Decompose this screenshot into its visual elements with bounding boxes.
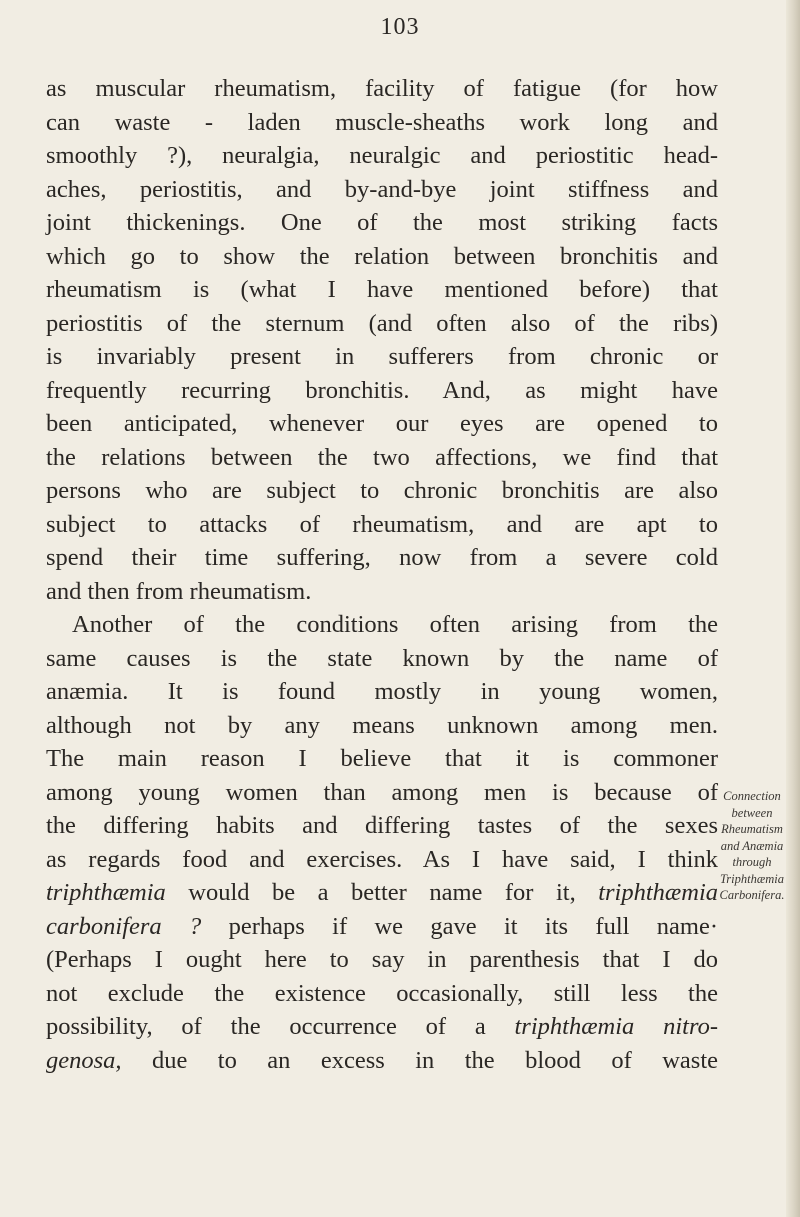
text-line: persons who are subject to chronic bronchitis are also	[46, 477, 718, 504]
text-line-nitrogenosa	[46, 1010, 718, 1044]
text-run: would be a better name for it,	[165, 879, 599, 906]
text-line: smoothly ?), neuralgia, neuralgic and periostitic head-	[46, 142, 718, 169]
margin-note-line: Carbonifera.	[719, 888, 785, 902]
italic-term: genosa,	[46, 1046, 122, 1074]
text-line: periostitis of the sternum (and often also of the ribs)	[46, 309, 718, 337]
text-line: as muscular rheumatism, facility of fatigue (for how	[46, 75, 718, 102]
text-line: subject to attacks of rheumatism, and are apt to	[46, 510, 718, 538]
margin-note	[706, 788, 798, 904]
margin-note-line: through	[732, 855, 772, 869]
text-line: aches, periostitis, and by-and-bye joint stiffness and	[46, 175, 718, 203]
text-run: due to an excess in the blood of waste	[121, 1046, 718, 1074]
text-line: the relations between the two affections, we find that	[46, 443, 718, 471]
margin-note-line: Triphthæmia	[720, 871, 784, 886]
paragraph-end-line: and then from rheumatism.	[46, 577, 312, 605]
margin-note-line: Connection	[723, 789, 781, 803]
text-line: (Perhaps I ought here to say in parenthesis that I do	[46, 946, 718, 973]
body-text	[46, 72, 718, 1077]
text-line: the differing habits and differing tastes of the sexes	[46, 812, 718, 839]
italic-term: triphthæmia nitro-	[514, 1013, 718, 1040]
paragraph-start-line: Another of the conditions often arising from the	[72, 611, 718, 638]
text-line: same causes is the state known by the name of	[46, 644, 718, 672]
text-line: is invariably present in sufferers from chronic or	[46, 343, 718, 370]
text-line: although not by any means unknown among men.	[46, 711, 718, 739]
margin-note-line: between	[731, 805, 773, 820]
italic-term: triphthæmia	[598, 879, 718, 906]
italic-term: carbonifera ?	[46, 912, 202, 940]
text-line: spend their time suffering, now from a severe cold	[46, 544, 718, 571]
text-run: possibility, of the occurrence of a	[46, 1013, 515, 1040]
text-line: which go to show the relation between bronchitis and	[46, 242, 718, 270]
text-line: The main reason I believe that it is commoner	[46, 745, 718, 772]
italic-term: triphthæmia	[46, 879, 166, 906]
text-line: anæmia. It is found mostly in young women,	[46, 678, 718, 705]
text-line-genosa	[46, 1044, 718, 1078]
margin-note-line: and Anæmia	[720, 838, 784, 853]
page-number: 103	[380, 14, 420, 40]
text-line-triphthaemia	[46, 876, 718, 910]
text-line: been anticipated, whenever our eyes are opened to	[46, 410, 718, 437]
text-run: perhaps if we gave it its full name·	[201, 912, 718, 940]
text-line: as regards food and exercises. As I have said, I think	[46, 845, 718, 873]
text-line: rheumatism is (what I have mentioned before) that	[46, 276, 718, 303]
text-line: joint thickenings. One of the most striking facts	[46, 209, 718, 236]
text-line: can waste - laden muscle-sheaths work long and	[46, 108, 718, 136]
page-edge-shadow	[786, 0, 800, 1217]
text-line: among young women than among men is because of	[46, 778, 718, 806]
text-line-carbonifera	[46, 910, 718, 944]
text-line: not exclude the existence occasionally, still less the	[46, 979, 718, 1007]
margin-note-line: Rheumatism	[721, 822, 783, 836]
text-line: frequently recurring bronchitis. And, as might have	[46, 376, 718, 404]
